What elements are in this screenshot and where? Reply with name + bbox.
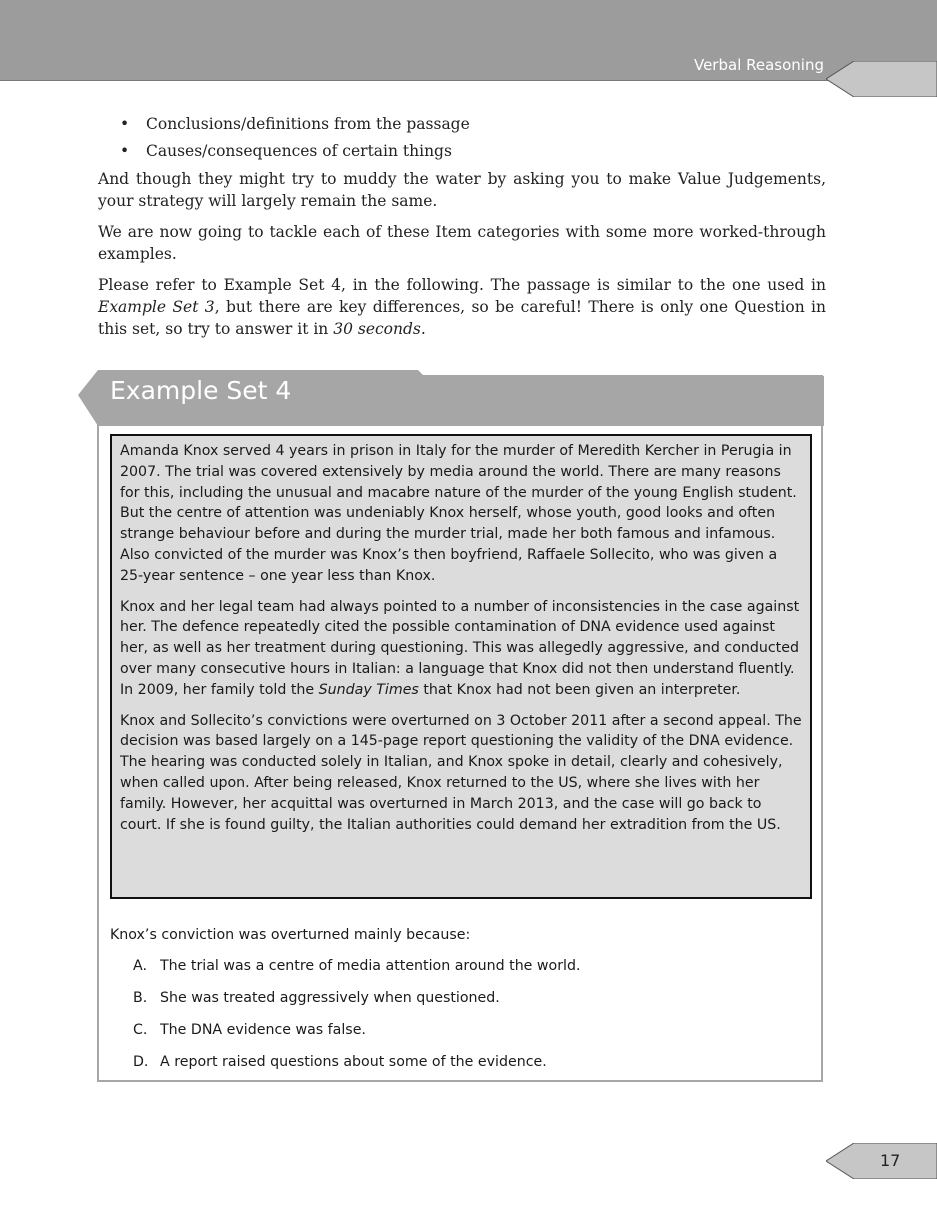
option-text: She was treated aggressively when questioned. (160, 990, 500, 1006)
answer-option-c[interactable] (133, 1022, 813, 1054)
intro-paragraph: And though they might try to muddy the water by asking you to make Value Judgements, your strategy will largely remain the same. (98, 170, 826, 210)
example-set-title: Example Set 4 (110, 376, 292, 405)
bullet-list (98, 113, 826, 162)
option-letter: D. (133, 1054, 149, 1070)
answer-options (133, 958, 813, 1086)
answer-option-b[interactable] (133, 990, 813, 1022)
option-letter: C. (133, 1022, 148, 1038)
option-text: A report raised questions about some of the evidence. (160, 1054, 547, 1070)
option-text: The trial was a centre of media attention around the world. (160, 958, 581, 974)
option-text: The DNA evidence was false. (160, 1022, 366, 1038)
bullet-item: • Causes/consequences of certain things (98, 140, 826, 162)
bullet-item: • Conclusions/definitions from the passage (98, 113, 826, 135)
option-letter: B. (133, 990, 148, 1006)
passage-paragraph: Amanda Knox served 4 years in prison in Italy for the murder of Meredith Kercher in Perugia in 2007. The trial was covered extensively by media around the world. There are many reasons for this, including the unusual and macabre nature of the murder of the young English student. But the centre of attention was undeniably Knox herself, whose youth, good looks and often strange behaviour before and during the murder trial, made her both famous and infamous. Also convicted of the murder was Knox’s then boyfriend, Raffaele Sollecito, who was given a 25-year sentence – one year less than Knox. (120, 443, 797, 584)
option-letter: A. (133, 958, 147, 974)
intro-section (98, 113, 826, 349)
page-number: 17 (880, 1151, 901, 1170)
answer-option-a[interactable] (133, 958, 813, 990)
intro-paragraph: We are now going to tackle each of these Item categories with some more worked-through examples. (98, 223, 826, 263)
passage-paragraph: Knox and her legal team had always pointed to a number of inconsistencies in the case against her. The defence repeatedly cited the possible contamination of DNA evidence used against her, as well as her treatment during questioning. This was allegedly aggressive, and conducted over many consecutive hours in Italian: a language that Knox did not then understand fluently. In 2009, her family told the Sunday Times that Knox had not been given an interpreter. (120, 598, 800, 698)
section-title: Verbal Reasoning (693, 56, 824, 74)
passage-paragraph: Knox and Sollecito’s convictions were overturned on 3 October 2011 after a second appeal. The decision was based largely on a 145-page report questioning the validity of the DNA evidence. The hearing was conducted solely in Italian, and Knox spoke in detail, clearly and cohesively, when called upon. After being released, Knox returned to the US, where she lives with her family. However, her acquittal was overturned in March 2013, and the case will go back to court. If she is found guilty, the Italian authorities could demand her extradition from the US. (120, 712, 802, 833)
intro-paragraph: Please refer to Example Set 4, in the following. The passage is similar to the one used in Example Set 3, but there are key differences, so be careful! There is only one Question in this set, so try to answer it in 30 seconds. (98, 276, 826, 338)
reading-passage (110, 434, 812, 899)
question-stem: Knox’s conviction was overturned mainly because: (110, 927, 471, 943)
answer-option-d[interactable] (133, 1054, 813, 1086)
header-tab-shape (826, 61, 937, 97)
